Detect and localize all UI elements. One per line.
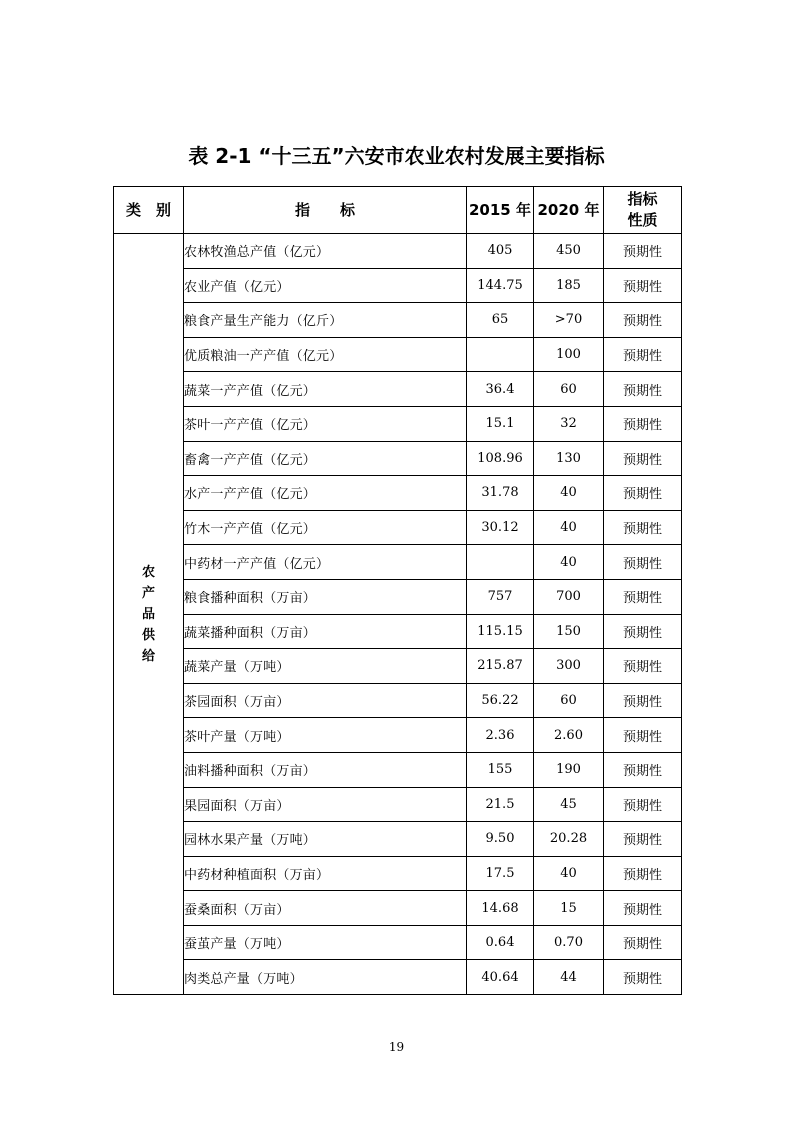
table-body [114,234,682,995]
value-2020-cell: 45 [534,787,604,822]
value-2015-cell: 15.1 [467,406,534,441]
table-row [114,372,682,407]
value-2015-cell: 30.12 [467,510,534,545]
table-row [114,545,682,580]
category-label: 农产品供给 [141,564,155,664]
indicator-cell: 粮食产量生产能力（亿斤） [184,303,467,338]
indicator-table [113,186,682,995]
value-2015-cell: 108.96 [467,441,534,476]
value-2015-cell: 9.50 [467,822,534,857]
table-row [114,234,682,269]
table-row [114,787,682,822]
value-2015-cell [467,337,534,372]
table-row [114,303,682,338]
nature-cell: 预期性 [604,303,682,338]
table-row [114,960,682,995]
value-2015-cell: 40.64 [467,960,534,995]
indicator-cell: 粮食播种面积（万亩） [184,579,467,614]
value-2020-cell: 2.60 [534,718,604,753]
indicator-cell: 中药材一产产值（亿元） [184,545,467,580]
value-2020-cell: 32 [534,406,604,441]
indicator-cell: 农林牧渔总产值（亿元） [184,234,467,269]
table-row [114,441,682,476]
value-2020-cell: 190 [534,752,604,787]
indicator-cell: 蔬菜产量（万吨） [184,649,467,684]
value-2015-cell: 2.36 [467,718,534,753]
table-row [114,752,682,787]
indicator-cell: 蔬菜一产产值（亿元） [184,372,467,407]
page-number: 19 [388,1040,405,1054]
nature-cell: 预期性 [604,822,682,857]
nature-cell: 预期性 [604,545,682,580]
value-2015-cell: 215.87 [467,649,534,684]
value-2015-cell: 21.5 [467,787,534,822]
value-2015-cell: 757 [467,579,534,614]
value-2020-cell: 0.70 [534,925,604,960]
indicator-cell: 果园面积（万亩） [184,787,467,822]
nature-cell: 预期性 [604,891,682,926]
value-2020-cell: 15 [534,891,604,926]
nature-cell: 预期性 [604,649,682,684]
indicator-cell: 园林水果产量（万吨） [184,822,467,857]
indicator-cell: 茶园面积（万亩） [184,683,467,718]
indicator-cell: 蚕桑面积（万亩） [184,891,467,926]
value-2020-cell: 700 [534,579,604,614]
value-2015-cell: 65 [467,303,534,338]
value-2015-cell [467,545,534,580]
nature-cell: 预期性 [604,510,682,545]
nature-cell: 预期性 [604,925,682,960]
header-row [114,187,682,234]
indicator-cell: 水产一产产值（亿元） [184,476,467,511]
nature-cell: 预期性 [604,718,682,753]
header-indicator: 指 标 [184,187,467,234]
value-2020-cell: 40 [534,856,604,891]
indicator-cell: 蔬菜播种面积（万亩） [184,614,467,649]
header-category: 类 别 [114,187,184,234]
indicator-cell: 竹木一产产值（亿元） [184,510,467,545]
value-2020-cell: 150 [534,614,604,649]
value-2015-cell: 405 [467,234,534,269]
value-2015-cell: 36.4 [467,372,534,407]
nature-cell: 预期性 [604,856,682,891]
value-2015-cell: 0.64 [467,925,534,960]
table-row [114,268,682,303]
value-2020-cell: 40 [534,476,604,511]
nature-cell: 预期性 [604,960,682,995]
value-2015-cell: 31.78 [467,476,534,511]
value-2015-cell: 17.5 [467,856,534,891]
value-2020-cell: 450 [534,234,604,269]
value-2015-cell: 14.68 [467,891,534,926]
indicator-cell: 茶叶一产产值（亿元） [184,406,467,441]
header-nature: 指标性质 [604,187,682,234]
nature-cell: 预期性 [604,441,682,476]
value-2020-cell: 20.28 [534,822,604,857]
table-row [114,614,682,649]
nature-cell: 预期性 [604,234,682,269]
table-title: 表 2-1 “十三五”六安市农业农村发展主要指标 [188,144,605,168]
table-row [114,406,682,441]
nature-cell: 预期性 [604,683,682,718]
value-2020-cell: 40 [534,510,604,545]
nature-cell: 预期性 [604,337,682,372]
header-2020: 2020 年 [534,187,604,234]
value-2020-cell: 130 [534,441,604,476]
indicator-cell: 油料播种面积（万亩） [184,752,467,787]
indicator-cell: 蚕茧产量（万吨） [184,925,467,960]
nature-cell: 预期性 [604,406,682,441]
value-2015-cell: 144.75 [467,268,534,303]
nature-cell: 预期性 [604,787,682,822]
indicator-cell: 肉类总产量（万吨） [184,960,467,995]
table-row [114,683,682,718]
value-2020-cell: 60 [534,683,604,718]
nature-cell: 预期性 [604,614,682,649]
indicator-cell: 畜禽一产产值（亿元） [184,441,467,476]
header-2015: 2015 年 [467,187,534,234]
nature-cell: 预期性 [604,752,682,787]
table-row [114,822,682,857]
value-2015-cell: 115.15 [467,614,534,649]
value-2020-cell: >70 [534,303,604,338]
table-row [114,579,682,614]
indicator-cell: 茶叶产量（万吨） [184,718,467,753]
table-row [114,649,682,684]
value-2015-cell: 155 [467,752,534,787]
indicator-cell: 中药材种植面积（万亩） [184,856,467,891]
table-row [114,891,682,926]
indicator-cell: 农业产值（亿元） [184,268,467,303]
table-row [114,476,682,511]
value-2015-cell: 56.22 [467,683,534,718]
nature-cell: 预期性 [604,372,682,407]
table-row [114,718,682,753]
value-2020-cell: 300 [534,649,604,684]
indicator-cell: 优质粮油一产产值（亿元） [184,337,467,372]
value-2020-cell: 60 [534,372,604,407]
value-2020-cell: 44 [534,960,604,995]
nature-cell: 预期性 [604,268,682,303]
category-cell [114,234,184,995]
table-row [114,337,682,372]
table-row [114,925,682,960]
nature-cell: 预期性 [604,476,682,511]
value-2020-cell: 40 [534,545,604,580]
value-2020-cell: 185 [534,268,604,303]
table-row [114,510,682,545]
nature-cell: 预期性 [604,579,682,614]
table-row [114,856,682,891]
value-2020-cell: 100 [534,337,604,372]
